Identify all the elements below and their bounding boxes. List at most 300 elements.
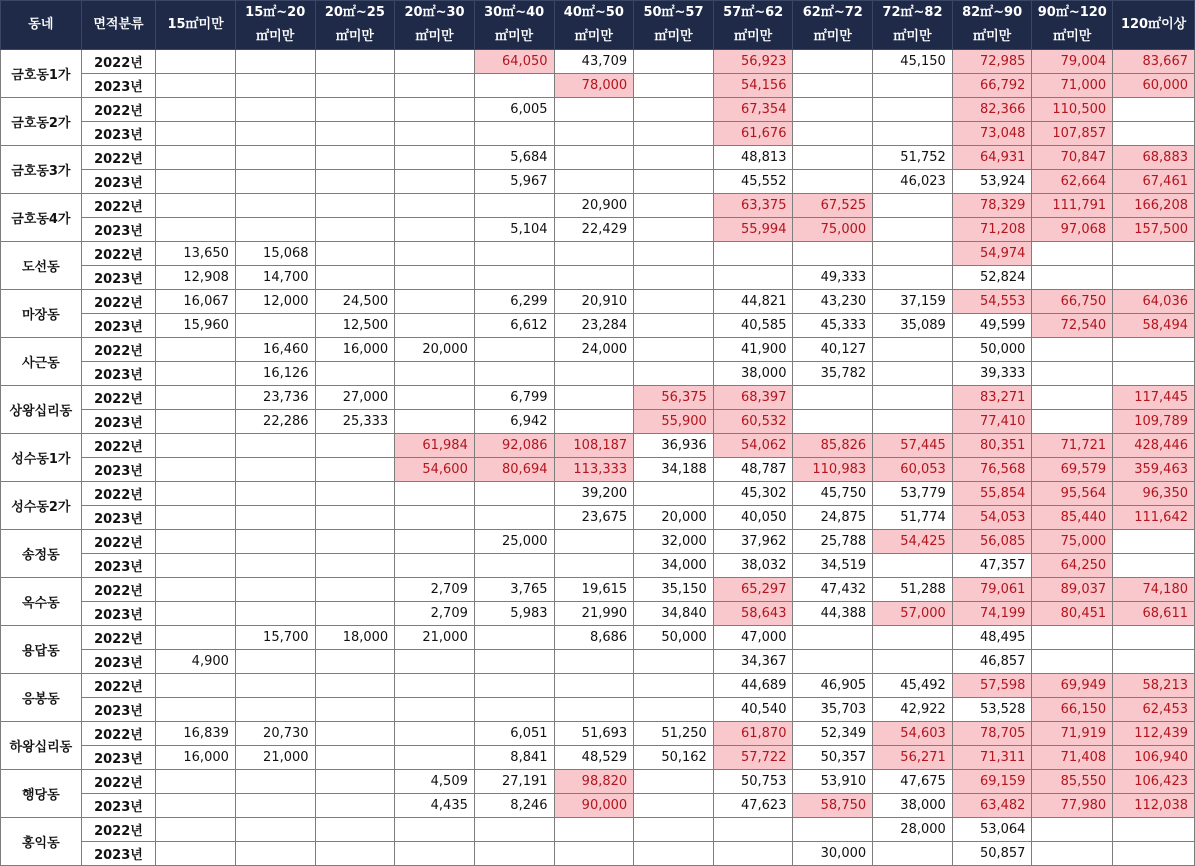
value-cell [634, 482, 714, 506]
value-cell: 54,603 [873, 722, 953, 746]
header-col-line2: ㎡미만 [256, 29, 295, 44]
value-cell: 23,284 [554, 314, 634, 338]
value-cell: 40,585 [713, 314, 793, 338]
table-row [1, 530, 1195, 554]
table-row [1, 722, 1195, 746]
value-cell: 30,000 [793, 842, 873, 866]
value-cell: 53,924 [952, 170, 1032, 194]
year-cell: 2022년 [81, 722, 156, 746]
value-cell: 44,821 [713, 290, 793, 314]
header-col-line1: 82㎡~90 [962, 5, 1023, 20]
header-col [235, 1, 315, 50]
value-cell [634, 122, 714, 146]
table-row [1, 842, 1195, 866]
value-cell: 20,000 [395, 338, 475, 362]
table-row [1, 338, 1195, 362]
value-cell: 51,752 [873, 146, 953, 170]
value-cell: 44,388 [793, 602, 873, 626]
value-cell: 90,000 [554, 794, 634, 818]
value-cell: 56,085 [952, 530, 1032, 554]
value-cell: 21,000 [395, 626, 475, 650]
value-cell: 51,288 [873, 578, 953, 602]
header-col-line2: ㎡미만 [415, 29, 454, 44]
value-cell: 95,564 [1032, 482, 1113, 506]
value-cell [395, 314, 475, 338]
value-cell: 110,500 [1032, 98, 1113, 122]
value-cell: 43,709 [554, 50, 634, 74]
value-cell: 80,351 [952, 434, 1032, 458]
header-col-line1: 20㎡~30 [404, 5, 465, 20]
value-cell: 77,980 [1032, 794, 1113, 818]
value-cell [554, 410, 634, 434]
value-cell: 73,048 [952, 122, 1032, 146]
value-cell: 47,000 [713, 626, 793, 650]
value-cell: 54,156 [713, 74, 793, 98]
value-cell [395, 842, 475, 866]
value-cell [315, 506, 395, 530]
year-cell: 2022년 [81, 578, 156, 602]
table-row [1, 434, 1195, 458]
value-cell: 46,023 [873, 170, 953, 194]
value-cell: 78,000 [554, 74, 634, 98]
value-cell: 55,900 [634, 410, 714, 434]
table-row [1, 746, 1195, 770]
value-cell [554, 818, 634, 842]
header-col [873, 1, 953, 50]
value-cell [873, 194, 953, 218]
value-cell: 6,051 [474, 722, 554, 746]
header-col-line1: 20㎡~25 [324, 5, 385, 20]
value-cell: 45,552 [713, 170, 793, 194]
value-cell [315, 74, 395, 98]
value-cell [1113, 626, 1195, 650]
value-cell [156, 338, 236, 362]
value-cell [156, 626, 236, 650]
value-cell: 68,611 [1113, 602, 1195, 626]
value-cell [315, 434, 395, 458]
value-cell: 109,789 [1113, 410, 1195, 434]
value-cell [554, 674, 634, 698]
value-cell: 4,435 [395, 794, 475, 818]
value-cell: 110,983 [793, 458, 873, 482]
value-cell: 428,446 [1113, 434, 1195, 458]
value-cell: 35,089 [873, 314, 953, 338]
value-cell: 51,693 [554, 722, 634, 746]
value-cell: 6,005 [474, 98, 554, 122]
year-cell: 2023년 [81, 410, 156, 434]
value-cell [554, 242, 634, 266]
value-cell: 41,900 [713, 338, 793, 362]
header-col [315, 1, 395, 50]
value-cell [634, 242, 714, 266]
header-col-line1: 120㎡이상 [1120, 17, 1187, 32]
table-row [1, 194, 1195, 218]
value-cell [395, 386, 475, 410]
value-cell [474, 818, 554, 842]
value-cell: 6,299 [474, 290, 554, 314]
value-cell: 57,000 [873, 602, 953, 626]
value-cell: 40,050 [713, 506, 793, 530]
value-cell [1032, 842, 1113, 866]
value-cell: 75,000 [1032, 530, 1113, 554]
value-cell [634, 290, 714, 314]
value-cell: 38,000 [873, 794, 953, 818]
value-cell [873, 242, 953, 266]
value-cell: 2,709 [395, 602, 475, 626]
value-cell [315, 98, 395, 122]
value-cell [156, 146, 236, 170]
value-cell [235, 170, 315, 194]
header-col [474, 1, 554, 50]
value-cell: 15,700 [235, 626, 315, 650]
value-cell: 44,689 [713, 674, 793, 698]
value-cell [634, 338, 714, 362]
value-cell [1113, 530, 1195, 554]
value-cell: 80,694 [474, 458, 554, 482]
value-cell [1113, 650, 1195, 674]
year-cell: 2022년 [81, 338, 156, 362]
value-cell: 55,994 [713, 218, 793, 242]
value-cell [474, 554, 554, 578]
value-cell: 22,429 [554, 218, 634, 242]
value-cell [873, 122, 953, 146]
value-cell [474, 698, 554, 722]
value-cell [395, 506, 475, 530]
value-cell: 50,753 [713, 770, 793, 794]
value-cell: 8,841 [474, 746, 554, 770]
value-cell [554, 122, 634, 146]
value-cell [474, 482, 554, 506]
header-col-line2: ㎡미만 [654, 29, 693, 44]
value-cell [315, 458, 395, 482]
year-cell: 2023년 [81, 554, 156, 578]
value-cell: 65,297 [713, 578, 793, 602]
value-cell: 3,765 [474, 578, 554, 602]
value-cell [554, 530, 634, 554]
value-cell: 45,302 [713, 482, 793, 506]
value-cell: 16,067 [156, 290, 236, 314]
year-cell: 2022년 [81, 482, 156, 506]
table-row [1, 482, 1195, 506]
value-cell: 78,705 [952, 722, 1032, 746]
value-cell [1113, 842, 1195, 866]
value-cell: 54,062 [713, 434, 793, 458]
value-cell: 19,615 [554, 578, 634, 602]
value-cell [395, 146, 475, 170]
value-cell [793, 242, 873, 266]
value-cell [634, 362, 714, 386]
value-cell: 61,984 [395, 434, 475, 458]
value-cell [235, 458, 315, 482]
value-cell: 4,509 [395, 770, 475, 794]
value-cell [235, 650, 315, 674]
year-cell: 2023년 [81, 74, 156, 98]
value-cell [1032, 650, 1113, 674]
header-col [395, 1, 475, 50]
value-cell: 40,127 [793, 338, 873, 362]
year-cell: 2023년 [81, 362, 156, 386]
dong-name: 금호동1가 [1, 50, 82, 98]
header-col-line2: ㎡미만 [734, 29, 773, 44]
value-cell [554, 266, 634, 290]
value-cell [315, 842, 395, 866]
value-cell: 34,000 [634, 554, 714, 578]
header-col-line1: 57㎡~62 [723, 5, 784, 20]
value-cell [235, 434, 315, 458]
value-cell [474, 362, 554, 386]
value-cell: 24,000 [554, 338, 634, 362]
value-cell [554, 170, 634, 194]
value-cell: 58,750 [793, 794, 873, 818]
value-cell: 56,271 [873, 746, 953, 770]
value-cell [1032, 818, 1113, 842]
value-cell: 166,208 [1113, 194, 1195, 218]
value-cell: 16,460 [235, 338, 315, 362]
value-cell [474, 266, 554, 290]
value-cell: 50,000 [952, 338, 1032, 362]
value-cell [395, 218, 475, 242]
value-cell: 54,553 [952, 290, 1032, 314]
value-cell: 71,208 [952, 218, 1032, 242]
value-cell [156, 674, 236, 698]
value-cell [156, 506, 236, 530]
value-cell [554, 842, 634, 866]
table-row [1, 578, 1195, 602]
header-col-line2: ㎡미만 [335, 29, 374, 44]
value-cell: 68,883 [1113, 146, 1195, 170]
value-cell [315, 146, 395, 170]
value-cell [315, 698, 395, 722]
value-cell [315, 674, 395, 698]
value-cell: 54,974 [952, 242, 1032, 266]
value-cell: 39,333 [952, 362, 1032, 386]
value-cell: 13,650 [156, 242, 236, 266]
value-cell: 12,000 [235, 290, 315, 314]
value-cell [315, 170, 395, 194]
dong-name: 옥수동 [1, 578, 82, 626]
value-cell [395, 722, 475, 746]
value-cell [395, 194, 475, 218]
value-cell: 63,375 [713, 194, 793, 218]
value-cell: 52,349 [793, 722, 873, 746]
table-row [1, 290, 1195, 314]
year-cell: 2022년 [81, 146, 156, 170]
value-cell [634, 314, 714, 338]
value-cell: 85,550 [1032, 770, 1113, 794]
value-cell [315, 194, 395, 218]
dong-name: 용답동 [1, 626, 82, 674]
value-cell: 25,788 [793, 530, 873, 554]
value-cell [156, 194, 236, 218]
value-cell [395, 266, 475, 290]
header-col [1113, 1, 1195, 50]
value-cell: 67,525 [793, 194, 873, 218]
value-cell [235, 698, 315, 722]
value-cell [634, 266, 714, 290]
value-cell: 34,519 [793, 554, 873, 578]
value-cell: 66,150 [1032, 698, 1113, 722]
value-cell: 56,923 [713, 50, 793, 74]
value-cell: 6,799 [474, 386, 554, 410]
value-cell [395, 98, 475, 122]
value-cell: 113,333 [554, 458, 634, 482]
value-cell: 111,791 [1032, 194, 1113, 218]
value-cell: 34,367 [713, 650, 793, 674]
value-cell: 74,199 [952, 602, 1032, 626]
value-cell: 74,180 [1113, 578, 1195, 602]
value-cell [156, 554, 236, 578]
value-cell [873, 338, 953, 362]
year-cell: 2022년 [81, 434, 156, 458]
value-cell: 96,350 [1113, 482, 1195, 506]
year-cell: 2023년 [81, 458, 156, 482]
value-cell: 35,150 [634, 578, 714, 602]
value-cell: 34,840 [634, 602, 714, 626]
value-cell: 12,500 [315, 314, 395, 338]
value-cell: 66,750 [1032, 290, 1113, 314]
value-cell [315, 50, 395, 74]
value-cell: 80,451 [1032, 602, 1113, 626]
year-cell: 2023년 [81, 842, 156, 866]
value-cell [156, 530, 236, 554]
dong-name: 금호동4가 [1, 194, 82, 242]
year-cell: 2023년 [81, 794, 156, 818]
value-cell: 47,623 [713, 794, 793, 818]
value-cell: 50,857 [952, 842, 1032, 866]
value-cell: 27,191 [474, 770, 554, 794]
value-cell: 60,000 [1113, 74, 1195, 98]
value-cell [315, 266, 395, 290]
value-cell [235, 146, 315, 170]
value-cell [634, 770, 714, 794]
header-col [634, 1, 714, 50]
value-cell [235, 770, 315, 794]
value-cell: 58,494 [1113, 314, 1195, 338]
value-cell [395, 290, 475, 314]
year-cell: 2022년 [81, 242, 156, 266]
value-cell: 51,774 [873, 506, 953, 530]
value-cell [235, 218, 315, 242]
value-cell: 8,686 [554, 626, 634, 650]
year-cell: 2022년 [81, 674, 156, 698]
value-cell: 47,357 [952, 554, 1032, 578]
value-cell: 24,875 [793, 506, 873, 530]
header-area: 면적분류 [81, 1, 156, 50]
value-cell: 69,159 [952, 770, 1032, 794]
value-cell: 48,529 [554, 746, 634, 770]
value-cell: 62,664 [1032, 170, 1113, 194]
value-cell: 98,820 [554, 770, 634, 794]
value-cell [793, 410, 873, 434]
value-cell [793, 98, 873, 122]
dong-name: 하왕십리동 [1, 722, 82, 770]
value-cell: 50,162 [634, 746, 714, 770]
value-cell: 54,600 [395, 458, 475, 482]
year-cell: 2023년 [81, 122, 156, 146]
value-cell [395, 122, 475, 146]
value-cell: 53,910 [793, 770, 873, 794]
value-cell [235, 674, 315, 698]
value-cell: 60,532 [713, 410, 793, 434]
value-cell: 83,271 [952, 386, 1032, 410]
value-cell [634, 74, 714, 98]
value-cell: 106,423 [1113, 770, 1195, 794]
value-cell [395, 674, 475, 698]
value-cell [634, 650, 714, 674]
year-cell: 2023년 [81, 266, 156, 290]
value-cell: 47,675 [873, 770, 953, 794]
value-cell [395, 242, 475, 266]
value-cell: 71,721 [1032, 434, 1113, 458]
value-cell: 52,824 [952, 266, 1032, 290]
year-cell: 2023년 [81, 650, 156, 674]
header-col-line1: 90㎡~120 [1037, 5, 1107, 20]
table-row [1, 50, 1195, 74]
value-cell [1113, 98, 1195, 122]
header-dong: 동네 [1, 1, 82, 50]
value-cell [395, 698, 475, 722]
dong-name: 행당동 [1, 770, 82, 818]
value-cell [474, 242, 554, 266]
header-col-line2: ㎡미만 [574, 29, 613, 44]
value-cell: 28,000 [873, 818, 953, 842]
table-row [1, 770, 1195, 794]
value-cell [235, 602, 315, 626]
value-cell [474, 842, 554, 866]
value-cell [235, 482, 315, 506]
value-cell [235, 818, 315, 842]
value-cell: 68,397 [713, 386, 793, 410]
value-cell: 20,000 [634, 506, 714, 530]
value-cell [554, 362, 634, 386]
value-cell: 63,482 [952, 794, 1032, 818]
value-cell [634, 170, 714, 194]
value-cell: 39,200 [554, 482, 634, 506]
value-cell [554, 98, 634, 122]
value-cell: 92,086 [474, 434, 554, 458]
table-row [1, 554, 1195, 578]
value-cell [315, 650, 395, 674]
value-cell [474, 338, 554, 362]
table-row [1, 458, 1195, 482]
value-cell [634, 98, 714, 122]
value-cell: 25,333 [315, 410, 395, 434]
value-cell: 79,061 [952, 578, 1032, 602]
value-cell: 66,792 [952, 74, 1032, 98]
value-cell: 37,962 [713, 530, 793, 554]
year-cell: 2022년 [81, 770, 156, 794]
value-cell: 157,500 [1113, 218, 1195, 242]
value-cell [395, 818, 475, 842]
table-row [1, 626, 1195, 650]
value-cell: 69,949 [1032, 674, 1113, 698]
value-cell: 21,990 [554, 602, 634, 626]
value-cell: 20,910 [554, 290, 634, 314]
value-cell: 97,068 [1032, 218, 1113, 242]
value-cell [235, 122, 315, 146]
value-cell: 46,857 [952, 650, 1032, 674]
value-cell [315, 554, 395, 578]
year-cell: 2022년 [81, 818, 156, 842]
value-cell [315, 602, 395, 626]
value-cell [235, 578, 315, 602]
value-cell: 111,642 [1113, 506, 1195, 530]
value-cell: 67,354 [713, 98, 793, 122]
value-cell [156, 410, 236, 434]
header-col-line1: 15㎡~20 [245, 5, 306, 20]
value-cell: 112,439 [1113, 722, 1195, 746]
value-cell: 75,000 [793, 218, 873, 242]
